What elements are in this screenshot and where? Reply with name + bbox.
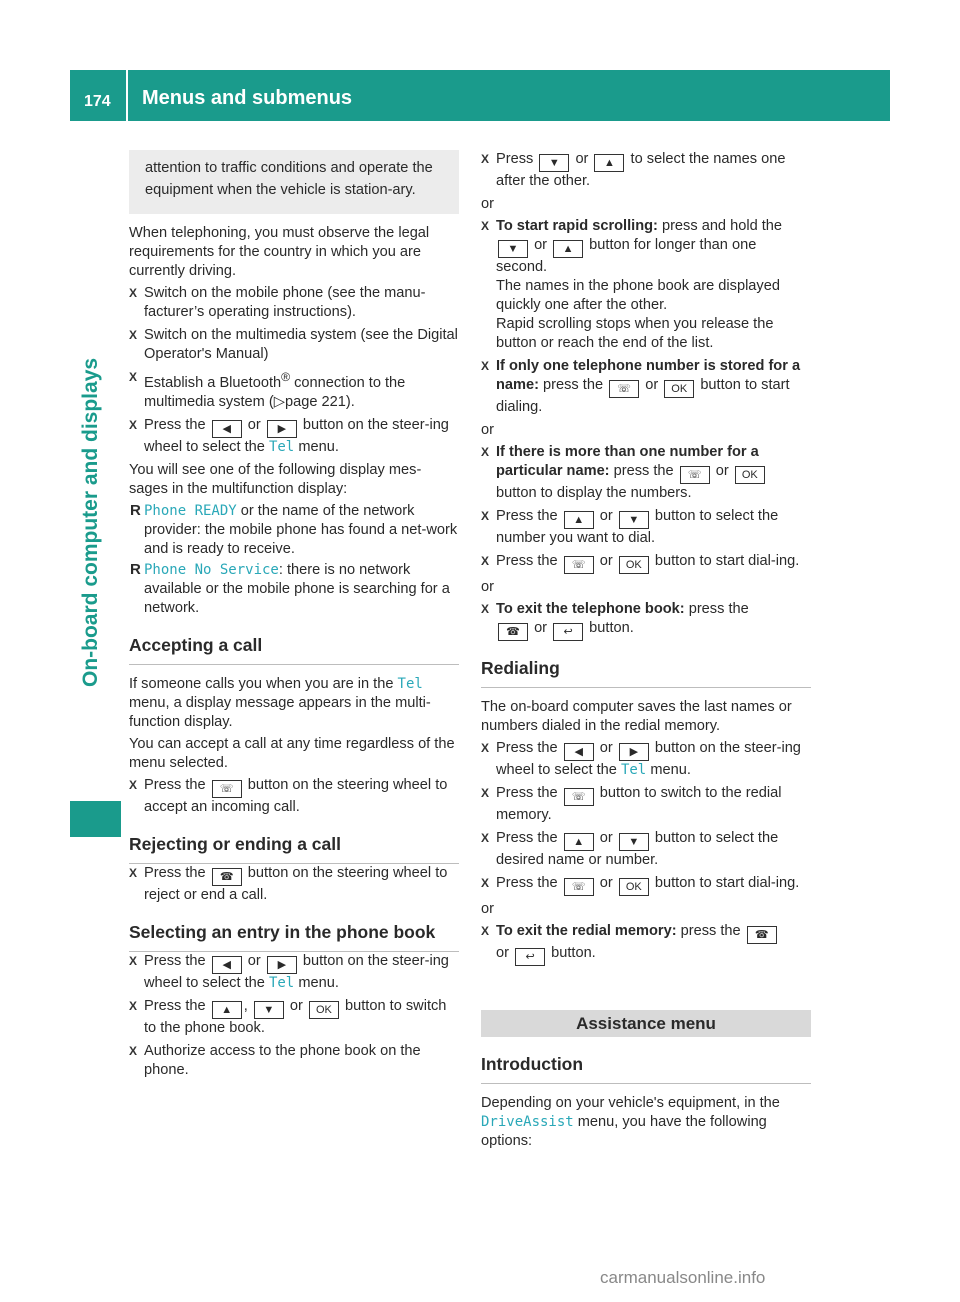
reference-icon: ▷	[273, 393, 285, 410]
right-column	[481, 150, 811, 1154]
or-text: or	[481, 901, 494, 917]
page-header	[70, 70, 890, 121]
step: X Switch on the mobile phone (see the manu-facturer’s operating instructions).	[129, 285, 426, 320]
arrow-icon: X	[129, 953, 138, 968]
page-number: 174	[84, 93, 111, 110]
heading-selecting-entry: Selecting an entry in the phone book	[129, 922, 459, 952]
up-button-icon: ▲	[594, 154, 624, 172]
left-button-icon: ◀	[212, 956, 242, 974]
paragraph: You can accept a call at any time regardless of the menu selected.	[129, 735, 455, 771]
arrow-icon: X	[129, 1043, 138, 1058]
heading-rejecting-call: Rejecting or ending a call	[129, 834, 459, 864]
ok-button-icon: OK	[309, 1001, 339, 1019]
down-button-icon: ▼	[619, 833, 649, 851]
section-tab	[70, 121, 121, 1162]
paragraph: The on-board computer saves the last names or numbers dialed in the redial memory.	[481, 699, 792, 734]
phone-button-icon: ☏	[564, 556, 594, 574]
or-text: or	[481, 196, 494, 212]
arrow-icon: X	[129, 328, 138, 342]
ok-button-icon: OK	[735, 466, 765, 484]
down-button-icon: ▼	[539, 154, 569, 172]
step: X Press the ☏ button on the steering wheel to accept an incoming call.	[129, 776, 448, 815]
step: X Press ▼ or ▲ to select the names one after the other.	[481, 151, 786, 189]
page-title: Menus and submenus	[142, 87, 353, 109]
arrow-icon: X	[481, 359, 490, 373]
step: X Press the ☏ button to switch to the redial memory.	[481, 785, 782, 823]
hangup-button-icon: ☎	[498, 623, 528, 641]
page-reference[interactable]: page 221).	[284, 393, 355, 410]
up-button-icon: ▲	[564, 833, 594, 851]
step: X To exit the telephone book: press the ☎ or ↩ button.	[481, 600, 811, 641]
hangup-button-icon: ☎	[747, 926, 777, 944]
section-marker	[70, 801, 121, 837]
list-item: R Phone No Service: there is no network available or the mobile phone is searching for a network.	[130, 560, 450, 616]
arrow-icon: X	[481, 924, 490, 938]
heading-accepting-call: Accepting a call	[129, 635, 459, 665]
up-button-icon: ▲	[212, 1001, 242, 1019]
arrow-icon: X	[129, 286, 138, 300]
step: X Press the ☎ button on the steering wheel to reject or end a call.	[129, 864, 448, 903]
arrow-icon: X	[481, 602, 490, 616]
arrow-icon: X	[481, 509, 490, 523]
heading-redialing: Redialing	[481, 658, 811, 688]
step: X Press the ▲ or ▼ button to select the desired name or number.	[481, 830, 779, 868]
tel-menu-code: Tel	[268, 438, 295, 455]
right-button-icon: ▶	[619, 743, 649, 761]
paragraph: When telephoning, you must observe the legal requirements for the country in which you are currently driving.	[129, 225, 430, 279]
warning-note: attention to traffic conditions and operate the equipment when the vehicle is station-ary.	[129, 150, 459, 214]
ok-button-icon: OK	[619, 556, 649, 574]
right-button-icon: ▶	[267, 420, 297, 438]
paragraph: You will see one of the following display mes-sages in the multifunction display:	[129, 461, 422, 497]
down-button-icon: ▼	[254, 1001, 284, 1019]
back-button-icon: ↩	[553, 623, 583, 641]
arrow-icon: X	[481, 786, 490, 800]
down-button-icon: ▼	[619, 511, 649, 529]
ok-button-icon: OK	[664, 380, 694, 398]
list-item: R Phone READY or the name of the network provider: the mobile phone has found a net-work and is ready to receive.	[130, 501, 458, 557]
step: X Press the ◀ or ▶ button on the steer-ing wheel to select the Tel menu.	[481, 740, 801, 778]
bullet-icon: R	[130, 501, 141, 519]
arrow-icon: X	[481, 876, 490, 890]
up-button-icon: ▲	[564, 511, 594, 529]
phone-button-icon: ☏	[564, 878, 594, 896]
tel-menu-code: Tel	[268, 974, 295, 991]
left-column	[129, 150, 459, 1084]
left-button-icon: ◀	[212, 420, 242, 438]
phone-button-icon: ☏	[564, 788, 594, 806]
or-text: or	[481, 579, 494, 595]
assistance-menu-banner: Assistance menu	[481, 1010, 811, 1037]
step: X Switch on the multimedia system (see the Digital Operator's Manual)	[129, 327, 458, 362]
step: X Authorize access to the phone book on the phone.	[129, 1042, 421, 1078]
phone-button-icon: ☏	[680, 466, 710, 484]
phone-button-icon: ☏	[212, 780, 242, 798]
left-button-icon: ◀	[564, 743, 594, 761]
back-button-icon: ↩	[515, 948, 545, 966]
step: X Establish a Bluetooth® connection to the multimedia system (▷page 221).	[129, 370, 406, 410]
step: X Press the ☏ or OK button to start dial-ing.	[481, 552, 811, 574]
ok-button-icon: OK	[619, 878, 649, 896]
step: X Press the ▲ or ▼ button to select the number you want to dial.	[481, 508, 779, 546]
arrow-icon: X	[481, 741, 490, 755]
arrow-icon: X	[481, 152, 490, 166]
step: X If there is more than one number for a particular name: press the ☏ or OK button to display the numbers.	[481, 443, 811, 503]
watermark: carmanualsonline.info	[600, 1268, 766, 1287]
step: X If only one telephone number is stored for a name: press the ☏ or OK button to start dialing.	[481, 358, 801, 415]
arrow-icon: X	[481, 554, 490, 568]
arrow-icon: X	[481, 445, 490, 459]
header-divider	[126, 70, 128, 121]
step: X Press the ◀ or ▶ button on the steer-ing wheel to select the Tel menu.	[129, 952, 449, 991]
hangup-button-icon: ☎	[212, 868, 242, 886]
tel-menu-code: Tel	[397, 675, 423, 692]
driveassist-menu-code: DriveAssist	[481, 1114, 574, 1130]
paragraph: If someone calls you when you are in the Tel menu, a display message appears in the multi-function display.	[129, 675, 431, 730]
up-button-icon: ▲	[553, 240, 583, 258]
arrow-icon: X	[481, 219, 490, 233]
arrow-icon: X	[129, 417, 138, 432]
step: X To start rapid scrolling: press and hold the ▼ or ▲ button for longer than one second. The names in the phone book are displayed quickly one after the other. Rapid scrolling stops when you release the button or reach the end of the list.	[481, 218, 783, 351]
arrow-icon: X	[129, 998, 138, 1013]
arrow-icon: X	[481, 831, 490, 845]
down-button-icon: ▼	[498, 240, 528, 258]
right-button-icon: ▶	[267, 956, 297, 974]
arrow-icon: X	[129, 865, 138, 880]
heading-introduction: Introduction	[481, 1054, 811, 1084]
tel-menu-code: Tel	[620, 762, 647, 778]
phone-button-icon: ☏	[609, 380, 639, 398]
step: X Press the ▲ , ▼ or OK button to switch to the phone book.	[129, 997, 447, 1036]
or-text: or	[481, 422, 494, 438]
section-label: On-board computer and displays	[79, 357, 102, 687]
step: X To exit the redial memory: press the ☎ or ↩ button.	[481, 922, 811, 966]
paragraph: Depending on your vehicle's equipment, in the DriveAssist menu, you have the following options:	[481, 1095, 780, 1149]
bullet-icon: R	[130, 560, 141, 578]
step: X Press the ◀ or ▶ button on the steer-ing wheel to select the Tel menu.	[129, 416, 449, 455]
step: X Press the ☏ or OK button to start dial-ing.	[481, 874, 811, 896]
arrow-icon: X	[129, 370, 138, 384]
arrow-icon: X	[129, 777, 138, 792]
